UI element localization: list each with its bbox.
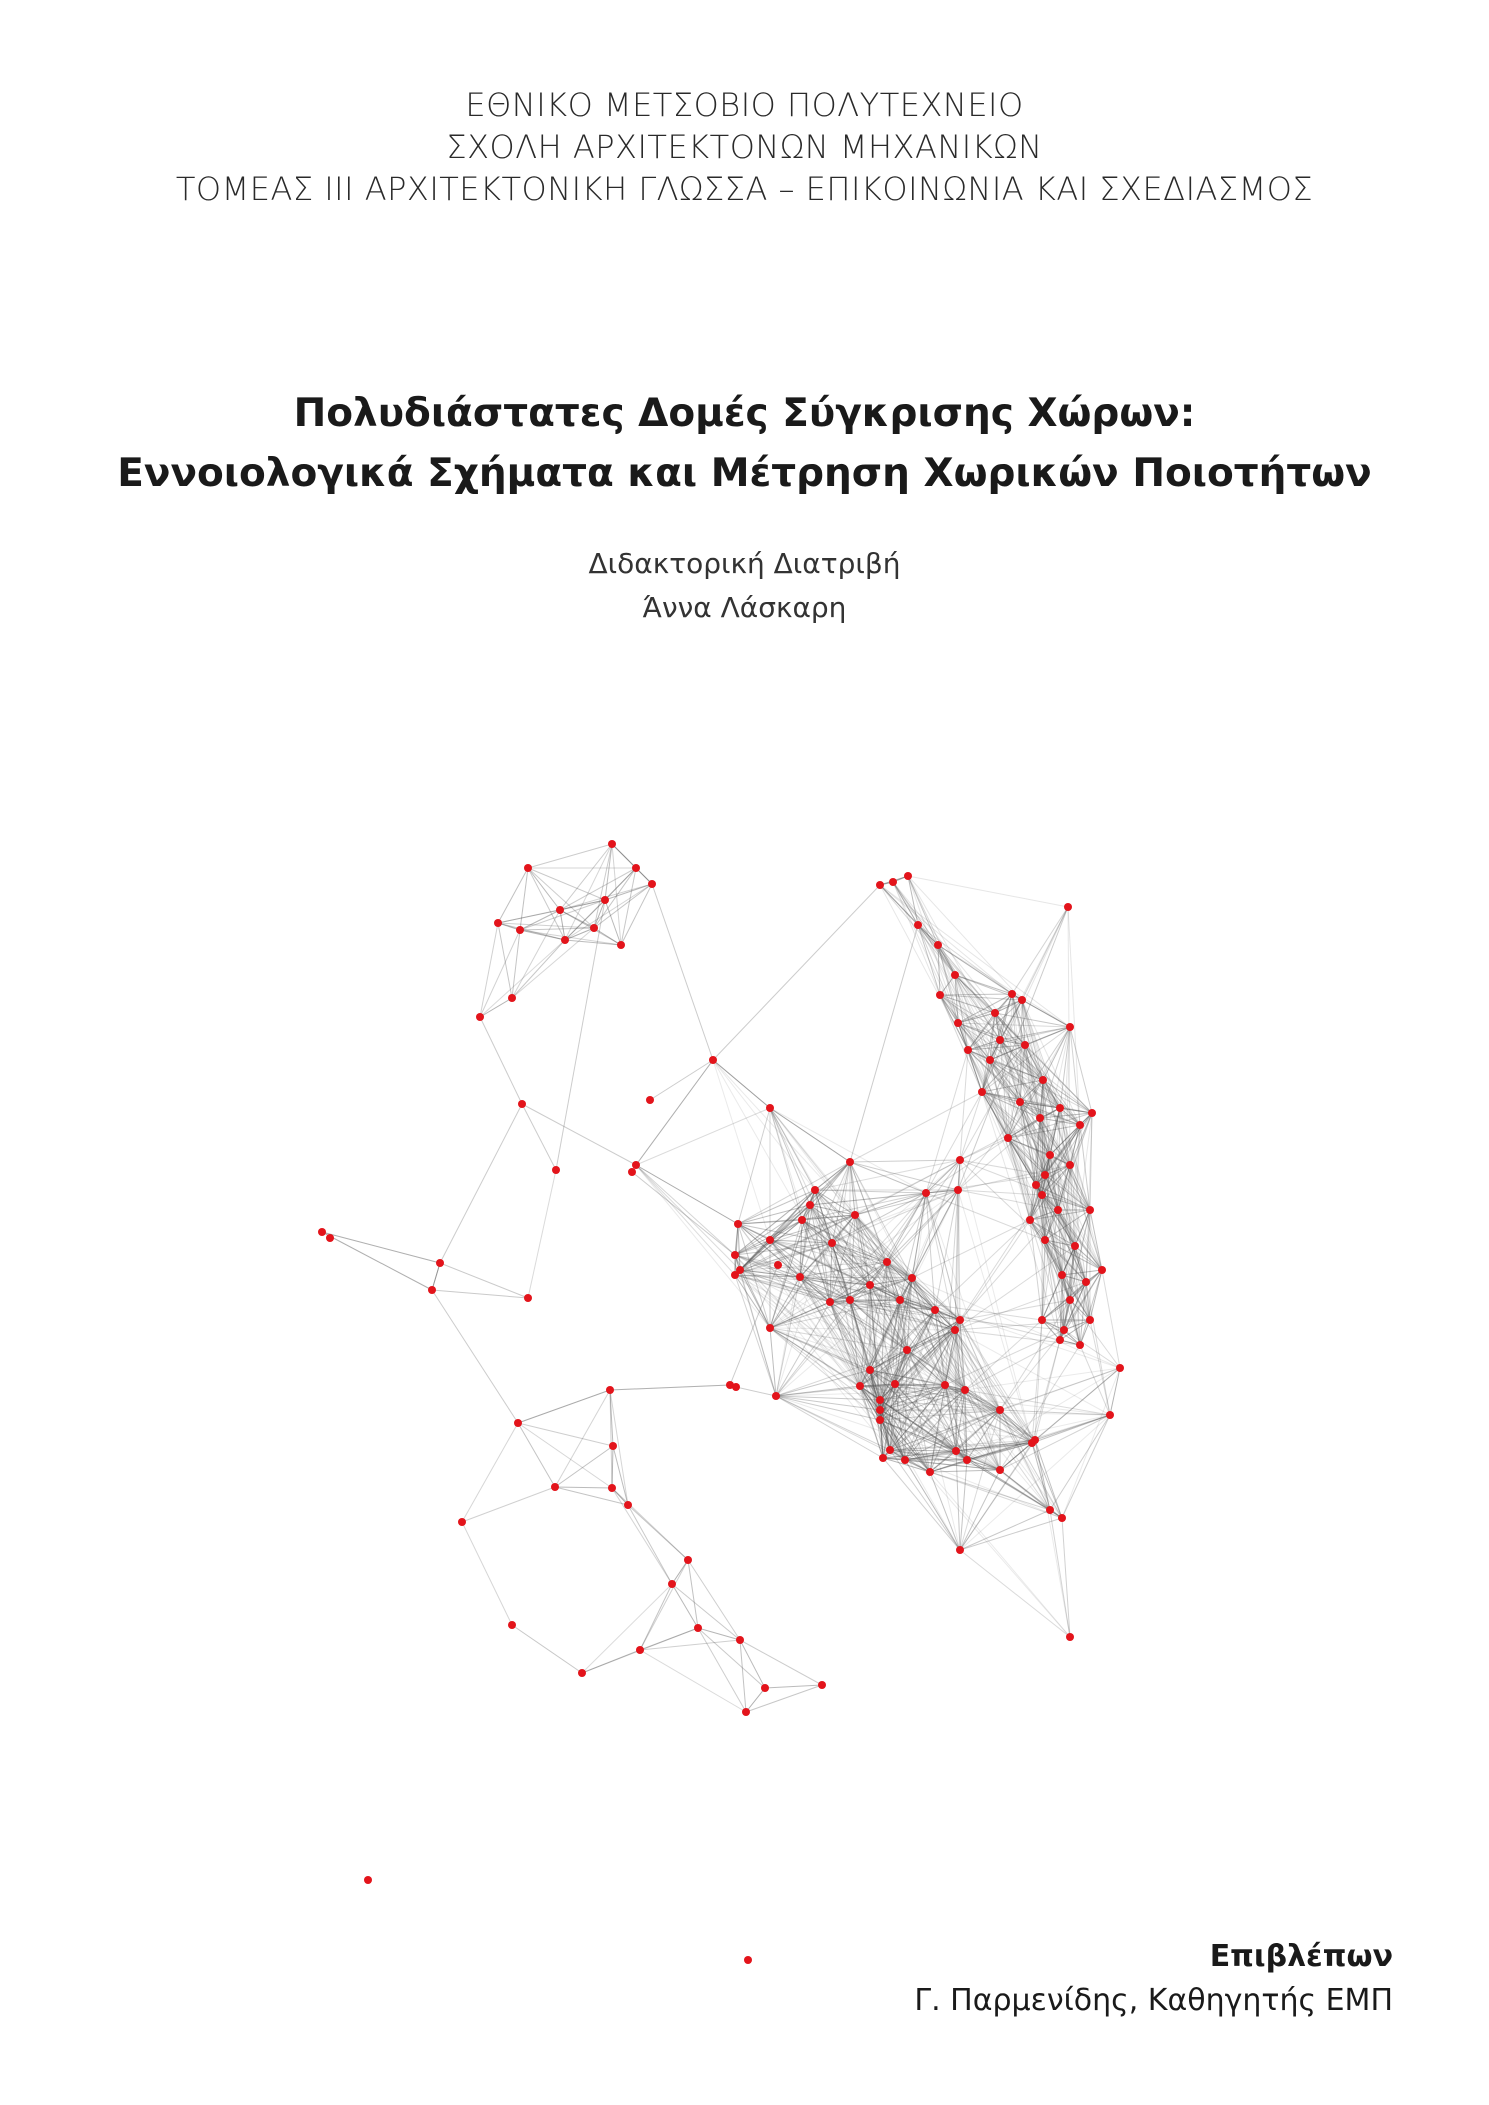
network-edge bbox=[498, 923, 512, 998]
network-node bbox=[1031, 1436, 1039, 1444]
network-node bbox=[476, 1013, 484, 1021]
network-node bbox=[986, 1056, 994, 1064]
network-node bbox=[552, 1166, 560, 1174]
network-node bbox=[936, 991, 944, 999]
network-node bbox=[524, 864, 532, 872]
network-edge bbox=[520, 868, 528, 930]
network-node bbox=[731, 1251, 739, 1259]
network-node bbox=[1039, 1076, 1047, 1084]
network-edge bbox=[432, 1290, 528, 1298]
network-node bbox=[774, 1261, 782, 1269]
network-node bbox=[1046, 1506, 1054, 1514]
network-node bbox=[1060, 1326, 1068, 1334]
network-node bbox=[1032, 1181, 1040, 1189]
network-node bbox=[798, 1216, 806, 1224]
network-node bbox=[1066, 1023, 1074, 1031]
network-node bbox=[1021, 1041, 1029, 1049]
network-edge bbox=[560, 868, 636, 910]
network-node bbox=[734, 1220, 742, 1228]
network-node bbox=[1054, 1206, 1062, 1214]
network-node bbox=[1036, 1114, 1044, 1122]
network-node bbox=[876, 1406, 884, 1414]
network-edge bbox=[713, 885, 880, 1060]
network-edge bbox=[522, 1104, 636, 1165]
network-node bbox=[879, 1454, 887, 1462]
network-node bbox=[326, 1234, 334, 1242]
network-edge bbox=[518, 1423, 612, 1488]
network-node bbox=[934, 941, 942, 949]
network-node bbox=[1064, 903, 1072, 911]
network-edge bbox=[528, 1170, 556, 1298]
network-edge bbox=[672, 1584, 740, 1640]
network-edge bbox=[480, 930, 520, 1017]
network-node bbox=[1056, 1336, 1064, 1344]
network-edge bbox=[512, 1625, 582, 1673]
network-node bbox=[964, 1046, 972, 1054]
network-node bbox=[1008, 990, 1016, 998]
network-edge bbox=[1050, 1415, 1110, 1510]
network-node bbox=[578, 1669, 586, 1677]
network-node bbox=[846, 1158, 854, 1166]
network-node bbox=[494, 919, 502, 927]
network-edge bbox=[1062, 1518, 1070, 1637]
network-edge bbox=[440, 1263, 528, 1298]
network-node bbox=[732, 1383, 740, 1391]
network-edge bbox=[462, 1423, 518, 1522]
university-name: ΕΘΝΙΚΟ ΜΕΤΣΟΒΙΟ ΠΟΛΥΤΕΧΝΕΙΟ bbox=[465, 86, 1024, 124]
network-edge bbox=[1012, 907, 1068, 994]
network-node bbox=[951, 971, 959, 979]
network-edge bbox=[640, 1650, 746, 1712]
title-line-2: Εννοιολογικά Σχήματα και Μέτρηση Χωρικών Ποιοτήτων bbox=[117, 451, 1372, 496]
network-edge bbox=[746, 1685, 822, 1712]
network-edge bbox=[960, 1195, 1042, 1320]
network-node bbox=[766, 1236, 774, 1244]
network-node bbox=[632, 864, 640, 872]
network-edge bbox=[850, 925, 918, 1162]
network-node bbox=[956, 1156, 964, 1164]
network-node bbox=[903, 1346, 911, 1354]
network-edge bbox=[713, 1060, 815, 1190]
network-node bbox=[428, 1286, 436, 1294]
network-node bbox=[1106, 1411, 1114, 1419]
network-node bbox=[458, 1518, 466, 1526]
network-node bbox=[952, 1447, 960, 1455]
network-edge bbox=[555, 1446, 613, 1487]
network-node bbox=[956, 1546, 964, 1554]
network-node bbox=[811, 1186, 819, 1194]
network-edge bbox=[612, 1446, 613, 1488]
network-node bbox=[1082, 1278, 1090, 1286]
network-node bbox=[590, 924, 598, 932]
network-node bbox=[1076, 1121, 1084, 1129]
network-node bbox=[914, 921, 922, 929]
network-node bbox=[556, 906, 564, 914]
network-node bbox=[1116, 1364, 1124, 1372]
network-edge bbox=[1062, 1415, 1110, 1518]
network-node bbox=[608, 840, 616, 848]
network-edge bbox=[628, 1505, 688, 1560]
network-edge bbox=[1000, 1410, 1062, 1518]
network-node bbox=[851, 1211, 859, 1219]
network-edge bbox=[432, 1263, 440, 1290]
network-node bbox=[922, 1189, 930, 1197]
network-edge bbox=[498, 868, 528, 923]
network-node bbox=[1018, 996, 1026, 1004]
network-node bbox=[954, 1186, 962, 1194]
network-node bbox=[731, 1271, 739, 1279]
network-node bbox=[876, 881, 884, 889]
network-node bbox=[632, 1161, 640, 1169]
network-edge bbox=[636, 1165, 735, 1255]
network-node bbox=[826, 1298, 834, 1306]
network-edge bbox=[432, 1290, 518, 1423]
network-edge bbox=[528, 844, 612, 868]
network-node bbox=[609, 1442, 617, 1450]
network-edge bbox=[713, 1060, 770, 1108]
network-node bbox=[1041, 1171, 1049, 1179]
network-node bbox=[772, 1392, 780, 1400]
network-node bbox=[961, 1386, 969, 1394]
network-edge bbox=[565, 884, 652, 940]
title-line-1: Πολυδιάστατες Δομές Σύγκρισης Χώρων: bbox=[293, 391, 1196, 436]
network-node bbox=[876, 1416, 884, 1424]
network-node bbox=[1016, 1098, 1024, 1106]
network-edges bbox=[322, 844, 1120, 1712]
supervisor-name: Γ. Παρμενίδης, Καθηγητής ΕΜΠ bbox=[914, 1983, 1393, 2018]
network-node bbox=[941, 1381, 949, 1389]
network-edge bbox=[322, 1232, 432, 1290]
network-edge bbox=[1035, 1440, 1070, 1637]
network-node bbox=[1066, 1633, 1074, 1641]
network-node bbox=[624, 1501, 632, 1509]
network-node bbox=[508, 994, 516, 1002]
network-node bbox=[1066, 1296, 1074, 1304]
network-edge bbox=[688, 1560, 698, 1628]
network-node bbox=[601, 896, 609, 904]
network-edge bbox=[960, 1470, 1000, 1550]
network-node bbox=[1071, 1242, 1079, 1250]
network-node bbox=[996, 1406, 1004, 1414]
network-edge bbox=[518, 1390, 610, 1423]
network-node bbox=[901, 1456, 909, 1464]
network-edge bbox=[555, 1487, 612, 1488]
network-node bbox=[1098, 1266, 1106, 1274]
network-node bbox=[796, 1273, 804, 1281]
network-node bbox=[828, 1239, 836, 1247]
network-node bbox=[606, 1386, 614, 1394]
department-name: ΤΟΜΕΑΣ ΙΙΙ ΑΡΧΙΤΕΚΤΟΝΙΚΗ ΓΛΩΣΣΑ – ΕΠΙΚΟΙΝΩΝΙΑ ΚΑΙ ΣΧΕΔΙΑΣΜΟΣ bbox=[175, 170, 1314, 208]
network-node bbox=[963, 1456, 971, 1464]
school-name: ΣΧΟΛΗ ΑΡΧΙΤΕΚΤΟΝΩΝ ΜΗΧΑΝΙΚΩΝ bbox=[446, 128, 1043, 166]
network-edge bbox=[518, 1423, 555, 1487]
network-node bbox=[1058, 1271, 1066, 1279]
network-node bbox=[991, 1009, 999, 1017]
network-node bbox=[766, 1324, 774, 1332]
network-node bbox=[806, 1201, 814, 1209]
network-node bbox=[883, 1258, 891, 1266]
network-edge bbox=[650, 1060, 713, 1100]
network-node bbox=[524, 1294, 532, 1302]
network-edge bbox=[610, 1385, 730, 1390]
network-edge bbox=[738, 1108, 770, 1224]
network-edge bbox=[636, 1060, 713, 1165]
network-edge bbox=[440, 1104, 522, 1263]
network-node bbox=[1056, 1104, 1064, 1112]
network-node bbox=[1086, 1316, 1094, 1324]
network-edge bbox=[880, 885, 1070, 1027]
network-edge bbox=[582, 1584, 672, 1673]
network-node bbox=[951, 1326, 959, 1334]
network-edge bbox=[498, 910, 560, 923]
network-edge bbox=[636, 1165, 738, 1224]
network-node bbox=[1004, 1134, 1012, 1142]
network-node bbox=[931, 1306, 939, 1314]
network-node bbox=[1088, 1109, 1096, 1117]
network-node bbox=[646, 1096, 654, 1104]
network-node bbox=[636, 1646, 644, 1654]
network-node bbox=[1066, 1161, 1074, 1169]
network-node bbox=[1041, 1236, 1049, 1244]
network-edge bbox=[740, 1640, 822, 1685]
network-node bbox=[742, 1708, 750, 1716]
network-edge bbox=[1062, 1368, 1120, 1518]
network-node bbox=[978, 1088, 986, 1096]
network-node bbox=[996, 1466, 1004, 1474]
supervisor-block bbox=[914, 1935, 1393, 2023]
network-node bbox=[709, 1056, 717, 1064]
network-node bbox=[516, 926, 524, 934]
network-node bbox=[818, 1681, 826, 1689]
network-node bbox=[926, 1468, 934, 1476]
network-edge bbox=[1090, 1320, 1110, 1415]
supervisor-label: Επιβλέπων bbox=[1209, 1939, 1393, 1974]
network-node bbox=[889, 878, 897, 886]
network-edge bbox=[322, 1232, 440, 1263]
network-node bbox=[908, 1274, 916, 1282]
network-node bbox=[617, 941, 625, 949]
network-node bbox=[1046, 1151, 1054, 1159]
network-edge bbox=[480, 1017, 522, 1104]
network-edge bbox=[1064, 1330, 1120, 1368]
network-edge bbox=[636, 1108, 770, 1165]
network-node bbox=[648, 880, 656, 888]
network-edge bbox=[736, 1387, 776, 1396]
network-edge bbox=[1102, 1270, 1120, 1368]
network-node bbox=[996, 1036, 1004, 1044]
network-edge bbox=[698, 1628, 765, 1688]
network-node bbox=[744, 1956, 752, 1964]
network-node bbox=[766, 1104, 774, 1112]
network-node bbox=[956, 1316, 964, 1324]
network-node bbox=[608, 1484, 616, 1492]
network-edge bbox=[518, 1423, 613, 1446]
network-node bbox=[886, 1446, 894, 1454]
network-edge bbox=[528, 868, 605, 900]
network-node bbox=[364, 1876, 372, 1884]
network-node bbox=[684, 1556, 692, 1564]
network-node bbox=[1076, 1341, 1084, 1349]
network-edge bbox=[672, 1584, 698, 1628]
thesis-type: Διδακτορική Διατριβή bbox=[588, 547, 901, 580]
author-name: Άννα Λάσκαρη bbox=[642, 591, 847, 624]
network-node bbox=[436, 1259, 444, 1267]
network-node bbox=[866, 1281, 874, 1289]
network-edge bbox=[640, 1560, 688, 1650]
network-edge bbox=[960, 1550, 1070, 1637]
network-edge bbox=[565, 928, 594, 940]
network-node bbox=[1086, 1206, 1094, 1214]
network-node bbox=[891, 1380, 899, 1388]
network-edge bbox=[887, 1160, 960, 1262]
network-edge bbox=[462, 1522, 512, 1625]
network-edge bbox=[960, 1518, 1062, 1550]
network-node bbox=[668, 1580, 676, 1588]
network-node bbox=[876, 1396, 884, 1404]
network-edge bbox=[930, 1472, 960, 1550]
network-node bbox=[846, 1296, 854, 1304]
network-node bbox=[866, 1366, 874, 1374]
network-edge bbox=[652, 884, 713, 1060]
network-node bbox=[736, 1636, 744, 1644]
network-node bbox=[761, 1684, 769, 1692]
network-node bbox=[694, 1624, 702, 1632]
network-edge bbox=[628, 1505, 672, 1584]
network-node bbox=[954, 1019, 962, 1027]
network-edge bbox=[770, 1108, 810, 1205]
network-node bbox=[1038, 1191, 1046, 1199]
network-edge bbox=[522, 1104, 556, 1170]
network-edge bbox=[512, 928, 594, 998]
network-node bbox=[1026, 1216, 1034, 1224]
network-node bbox=[318, 1228, 326, 1236]
network-edge bbox=[512, 930, 520, 998]
network-node bbox=[1058, 1514, 1066, 1522]
network-node bbox=[856, 1382, 864, 1390]
network-node bbox=[551, 1483, 559, 1491]
network-node bbox=[508, 1621, 516, 1629]
network-edge bbox=[850, 1162, 926, 1193]
network-node bbox=[1038, 1316, 1046, 1324]
network-node bbox=[628, 1168, 636, 1176]
network-edge bbox=[462, 1487, 555, 1522]
network-node bbox=[904, 872, 912, 880]
network-node bbox=[896, 1296, 904, 1304]
network-edge bbox=[960, 1050, 968, 1160]
network-edge bbox=[1086, 1282, 1110, 1415]
network-node bbox=[518, 1100, 526, 1108]
network-node bbox=[514, 1419, 522, 1427]
network-node bbox=[561, 936, 569, 944]
network-edge bbox=[636, 1165, 735, 1275]
